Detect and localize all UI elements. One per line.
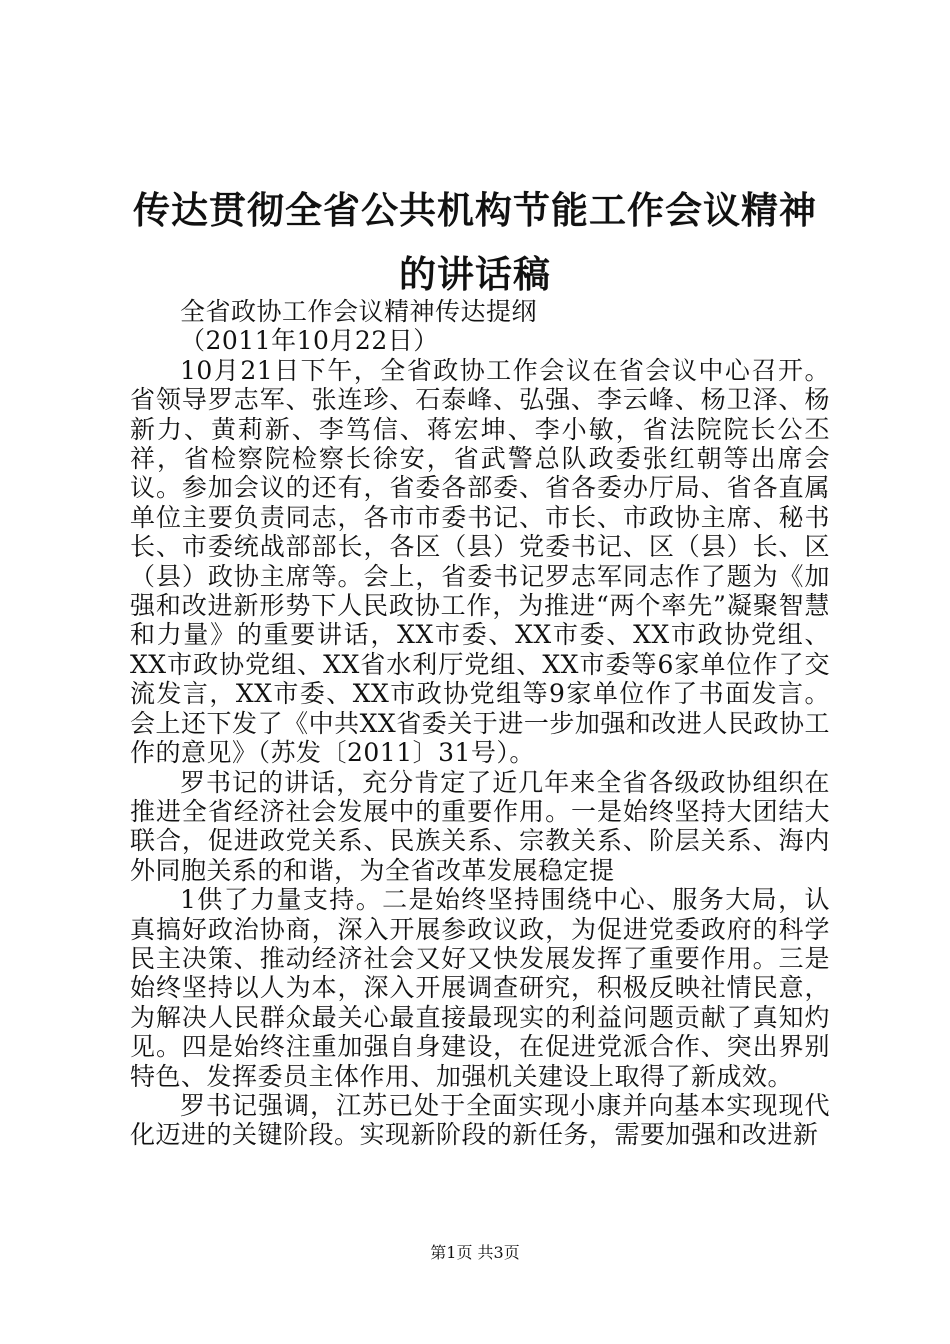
paragraph-subtitle: 全省政协工作会议精神传达提纲 xyxy=(180,297,538,326)
document-body xyxy=(130,297,830,1150)
paragraph-emphasis: 罗书记强调，江苏已处于全面实现小康并向基本实现现代化迈进的关键阶段。实现新阶段的新任务，需要加强和改进新 xyxy=(130,1090,830,1150)
paragraph-speech-affirmation: 罗书记的讲话，充分肯定了近几年来全省各级政协组织在推进全省经济社会发展中的重要作用。一是始终坚持大团结大联合，促进政党关系、民族关系、宗教关系、阶层关系、海内外同胞关系的和谐，为全省改革发展稳定提 xyxy=(130,767,830,885)
document-title: 传达贯彻全省公共机构节能工作会议精神的讲话稿 xyxy=(133,188,817,296)
paragraph-achievements: 1供了力量支持。二是始终坚持围绕中心、服务大局，认真搞好政治协商，深入开展参政议政，为促进党委政府的科学民主决策、推动经济社会又好又快发展发挥了重要作用。三是始终坚持以人为本，深入开展调查研究，积极反映社情民意，为解决人民群众最关心最直接最现实的利益问题贡献了真知灼见。四是始终注重加强自身建设，在促进党派合作、突出界别特色、发挥委员主体作用、加强机关建设上取得了新成效。 xyxy=(130,885,830,1091)
page-number-footer: 第1页 共3页 xyxy=(430,1243,520,1262)
paragraph-meeting-summary: 10月21日下午，全省政协工作会议在省会议中心召开。省领导罗志军、张连珍、石泰峰、弘强、李云峰、杨卫泽、杨新力、黄莉新、李笃信、蒋宏坤、李小敏，省法院院长公丕祥，省检察院检察长徐安，省武警总队政委张红朝等出席会议。参加会议的还有，省委各部委、省各委办厅局、省各直属单位主要负责同志，各市市委书记、市长、市政协主席、秘书长、市委统战部部长，各区（县）党委书记、区（县）长、区（县）政协主席等。会上，省委书记罗志军同志作了题为《加强和改进新形势下人民政协工作，为推进“两个率先”凝聚智慧和力量》的重要讲话，XX市委、XX市委、XX市政协党组、XX市政协党组、XX省水利厅党组、XX市委等6家单位作了交流发言，XX市委、XX市政协党组等9家单位作了书面发言。会上还下发了《中共XX省委关于进一步加强和改进人民政协工作的意见》（苏发〔2011〕31号）。 xyxy=(130,355,830,768)
paragraph-date: （2011年10月22日） xyxy=(180,326,439,356)
